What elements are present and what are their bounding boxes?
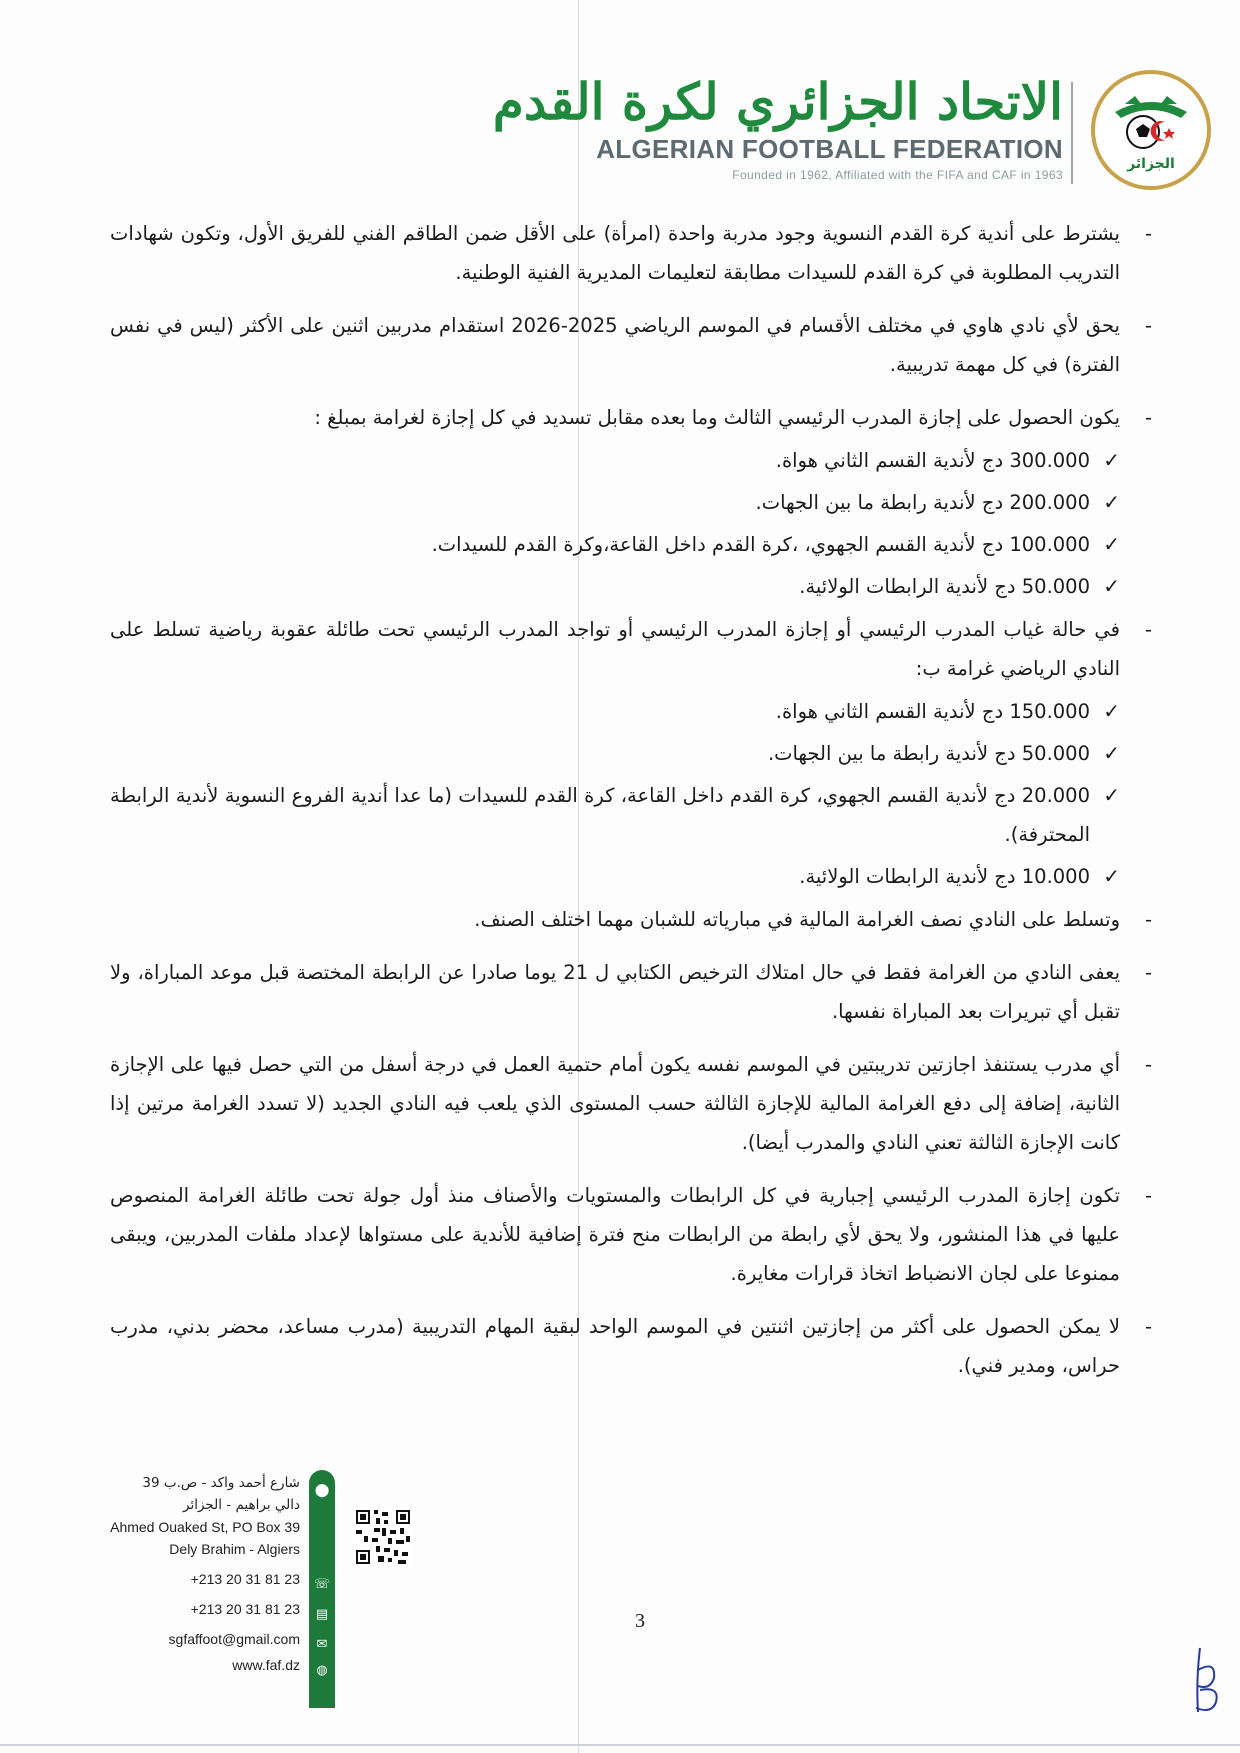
paragraph-other-roles: - لا يمكن الحصول على أكثر من إجازتين اثنتين في الموسم الواحد لبقية المهام التدريبية (مدرب مساعد، محضر بدني، مدرب حراس، ومدير فني). bbox=[110, 1315, 1152, 1377]
checkmark-icon: ✓ bbox=[1103, 532, 1120, 556]
address-arabic-line2: دالي براهيم - الجزائر bbox=[183, 1497, 300, 1513]
handwritten-initials bbox=[1186, 1640, 1226, 1720]
list-item: ✓ 300.000 دج لأندية القسم الثاني هواة. bbox=[110, 441, 1120, 480]
phone-number: +213 20 31 81 23 bbox=[190, 1571, 300, 1587]
checkmark-icon: ✓ bbox=[1103, 864, 1120, 888]
header-divider bbox=[1071, 82, 1073, 184]
letterhead bbox=[492, 68, 1215, 198]
checkmark-icon: ✓ bbox=[1103, 741, 1120, 765]
list-item: ✓ 150.000 دج لأندية القسم الثاني هواة. bbox=[110, 692, 1120, 731]
contact-block bbox=[80, 1472, 300, 1676]
federation-name-english: ALGERIAN FOOTBALL FEDERATION bbox=[596, 134, 1063, 164]
email-address[interactable]: sgfaffoot@gmail.com bbox=[168, 1631, 300, 1647]
paragraph-women-coach: - يشترط على أندية كرة القدم النسوية وجود مدربة واحدة (امرأة) على الأقل ضمن الطاقم الفني للفريق الأول، وتكون شهادات التدريب المطلوبة في كرة القدم للسيدات مطابقة لتعليمات المديرية الفنية الوطنية. bbox=[110, 222, 1152, 284]
fax-number: +213 20 31 81 23 bbox=[190, 1601, 300, 1617]
founded-tagline: Founded in 1962, Affiliated with the FIFA and CAF in 1963 bbox=[732, 168, 1063, 182]
fax-icon: ▤ bbox=[315, 1607, 329, 1622]
address-english-line2: Dely Brahim - Algiers bbox=[169, 1541, 300, 1557]
paragraph-two-licences: - أي مدرب يستنفذ اجازتين تدريبتين في الموسم نفسه يكون أمام حتمية العمل في درجة أسفل من التي حصل فيها على الإجازة الثانية، إضافة إلى دفع الغرامة المالية للإجازة الثالثة حسب المستوى الذي يلعب فيه النادي الجديد (لا تسدد الغرامة مرتين إذا كانت الإجازة الثالثة تعني النادي والمدرب أيضا). bbox=[110, 1053, 1152, 1154]
location-icon: ⬤ bbox=[314, 1483, 330, 1498]
phone-icon: ☏ bbox=[313, 1577, 331, 1592]
list-item: ✓ 100.000 دج لأندية القسم الجهوي، ،كرة القدم داخل القاعة،وكرة القدم للسيدات. bbox=[110, 525, 1120, 564]
address-arabic-line1: شارع أحمد واكد - ص.ب 39 bbox=[142, 1475, 300, 1491]
list-item: ✓ 10.000 دج لأندية الرابطات الولائية. bbox=[110, 857, 1120, 896]
logo-caption: الجزائر bbox=[1127, 156, 1175, 172]
bottom-border bbox=[0, 1744, 1240, 1746]
paragraph-third-licence-fee: - يكون الحصول على إجازة المدرب الرئيسي الثالث وما بعده مقابل تسديد في كل إجازة لغرامة بمبلغ : bbox=[314, 406, 1152, 429]
list-item: ✓ 50.000 دج لأندية الرابطات الولائية. bbox=[110, 567, 1120, 606]
checkmark-icon: ✓ bbox=[1103, 699, 1120, 723]
list-item: ✓ 50.000 دج لأندية رابطة ما بين الجهات. bbox=[110, 734, 1120, 773]
paragraph-mandatory-licence: - تكون إجازة المدرب الرئيسي إجبارية في كل الرابطات والمستويات والأصناف منذ أول جولة تحت طائلة الغرامة المنصوص عليها في هذا المنشور، ولا يحق لأي رابطة من الرابطات منح فترة إضافية للأندية على مستواها لإعداد ملفات المدربين، ويبقى ممنوعا على لجان الانضباط اتخاذ قرارات مغايرة. bbox=[110, 1184, 1152, 1285]
address-english-line1: Ahmed Ouaked St, PO Box 39 bbox=[110, 1519, 300, 1535]
checkmark-icon: ✓ bbox=[1103, 490, 1120, 514]
paragraph-two-coaches: - يحق لأي نادي هاوي في مختلف الأقسام في الموسم الرياضي 2025-2026 استقدام مدربين اثنين على الأكثر (ليس في نفس الفترة) في كل مهمة تدريبية. bbox=[110, 314, 1152, 376]
fees-list-third-licence bbox=[110, 441, 1150, 606]
list-item: ✓ 200.000 دج لأندية رابطة ما بين الجهات. bbox=[110, 483, 1120, 522]
contact-icon-bar bbox=[309, 1470, 335, 1708]
fees-list-absence bbox=[110, 692, 1150, 896]
checkmark-icon: ✓ bbox=[1103, 574, 1120, 598]
federation-logo bbox=[1091, 70, 1211, 190]
qr-code-icon bbox=[354, 1508, 412, 1566]
list-item: ✓ 20.000 دج لأندية القسم الجهوي، كرة القدم داخل القاعة، كرة القدم للسيدات (ما عدا أندية الفروع النسوية لأندية الرابطة المحترفة). bbox=[110, 776, 1120, 854]
globe-icon: ◍ bbox=[316, 1663, 328, 1678]
federation-name-arabic: الاتحاد الجزائري لكرة القدم bbox=[492, 72, 1063, 131]
email-icon: ✉ bbox=[316, 1637, 328, 1652]
checkmark-icon: ✓ bbox=[1103, 448, 1120, 472]
paragraph-youth-fine: - وتسلط على النادي نصف الغرامة المالية في مبارياته للشبان مهما اختلف الصنف. bbox=[474, 908, 1152, 931]
website-link[interactable]: www.faf.dz bbox=[232, 1657, 300, 1673]
document-body bbox=[110, 214, 1150, 1399]
paragraph-exemption: - يعفى النادي من الغرامة فقط في حال امتلاك الترخيص الكتابي ل 21 يوما صادرا عن الرابطة المختصة قبل موعد المباراة، ولا تقبل أي تبريرات بعد المباراة نفسها. bbox=[110, 961, 1152, 1023]
checkmark-icon: ✓ bbox=[1103, 783, 1120, 807]
paragraph-absence-fine: - في حالة غياب المدرب الرئيسي أو إجازة المدرب الرئيسي أو تواجد المدرب الرئيسي تحت طائلة عقوبة رياضية تسلط على النادي الرياضي غرامة ب: bbox=[110, 618, 1152, 680]
page-number: 3 bbox=[635, 1610, 645, 1632]
